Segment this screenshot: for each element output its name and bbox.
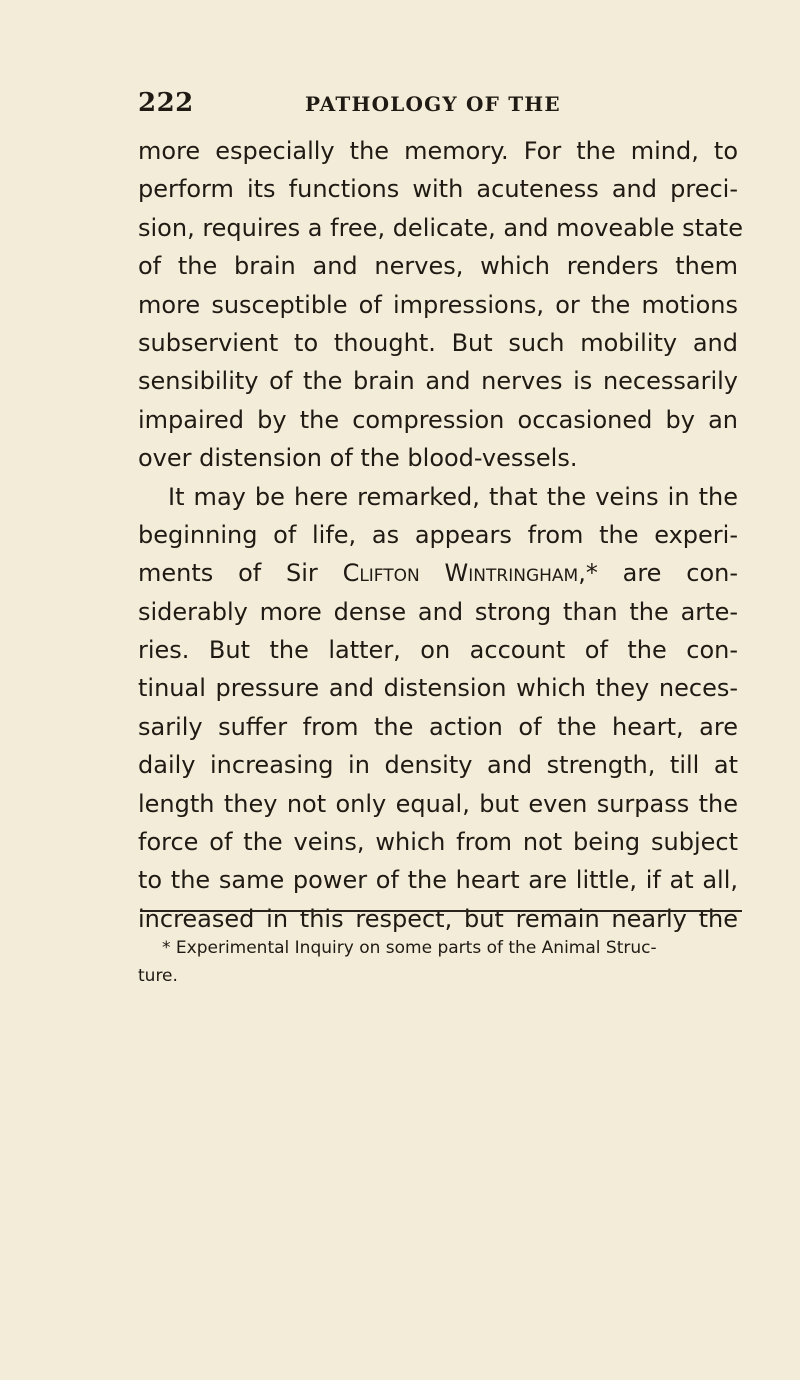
footnote-line: * Experimental Inquiry on some parts of the Animal Struc- [162,938,657,958]
page-number: 222 [138,88,194,118]
running-title: PATHOLOGY OF THE [305,92,561,116]
text-line: more susceptible of impressions, or the motions [138,290,738,319]
text-line: daily increasing in density and strength, till at [138,751,738,780]
text-line: force of the veins, which from not being subject [138,828,738,857]
text-line: increased in this respect, but remain nearly the [138,904,738,933]
text-line: over distension of the blood-vessels. [138,444,578,473]
text-line: ries. But the latter, on account of the con- [138,636,738,665]
running-head [138,88,738,128]
body-text [138,132,743,938]
author-name: Clifton Wintringham, [342,559,586,588]
text-line: sensibility of the brain and nerves is necessarily [138,367,738,396]
text-line: to the same power of the heart are little, if at all, [138,866,738,895]
text-line: beginning of life, as appears from the experi- [138,520,738,549]
text-line: It may be here remarked, that the veins in the [168,482,738,511]
text-fragment: ments of Sir [138,559,343,588]
text-line: sarily suffer from the action of the heart, are [138,712,738,741]
footnote-line: ture. [138,966,178,986]
text-line: perform its functions with acuteness and preci- [138,175,738,204]
footnote-ref-text: * are con- [585,559,738,588]
text-line: more especially the memory. For the mind, to [138,137,738,165]
text-line: siderably more dense and strong than the arte- [138,597,738,626]
footnote [138,934,738,990]
text-line: length they not only equal, but even surpass the [138,789,738,818]
text-line: subservient to thought. But such mobility and [138,328,738,357]
text-line: tinual pressure and distension which they neces- [138,674,738,703]
footnote-rule [140,910,742,912]
text-line: sion, requires a free, delicate, and moveable state [138,213,743,242]
text-line: of the brain and nerves, which renders them [138,252,738,281]
text-line: impaired by the compression occasioned by an [138,405,738,434]
text-line-with-name [138,554,738,592]
